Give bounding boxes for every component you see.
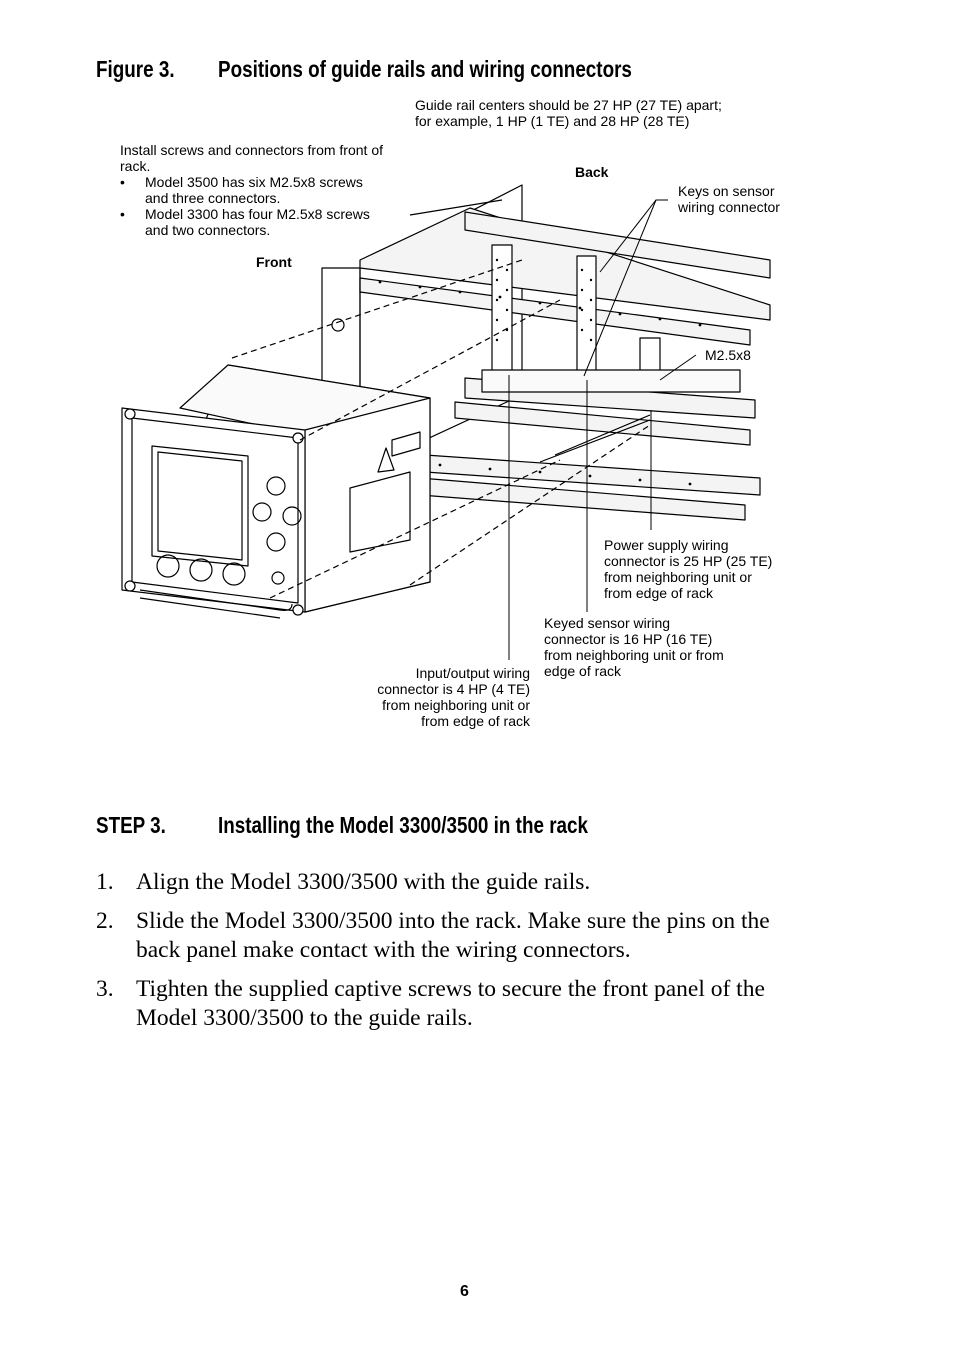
guide-rail-callout (415, 97, 722, 129)
front-label: Front (256, 254, 292, 270)
screw-callout: M2.5x8 (705, 347, 751, 363)
figure-label: Figure 3. (96, 56, 175, 82)
instruction-number: 2. (96, 908, 114, 934)
power-connector-callout (604, 537, 772, 601)
figure-title: Positions of guide rails and wiring connectors (218, 56, 632, 82)
keyed-line-4: edge of rack (544, 663, 622, 679)
power-line-4: from edge of rack (604, 585, 713, 601)
step-label: STEP 3. (96, 812, 166, 838)
io-connector-callout (330, 665, 530, 729)
instruction-line: Slide the Model 3300/3500 into the rack. Make sure the pins on the (136, 908, 770, 934)
step-title: Installing the Model 3300/3500 in the rack (218, 812, 588, 838)
io-line-3: from neighboring unit or (382, 697, 530, 713)
io-line-1: Input/output wiring (415, 665, 530, 681)
guide-rail-line-2: for example, 1 HP (1 TE) and 28 HP (28 TE) (415, 113, 690, 129)
bullet-symbol: • (120, 174, 125, 190)
power-line-3: from neighboring unit or (604, 569, 752, 585)
instruction-item (96, 868, 856, 897)
keyed-line-3: from neighboring unit or from (544, 647, 724, 663)
instruction-number: 3. (96, 976, 114, 1002)
install-bullet-3500 (120, 174, 383, 206)
instruction-line: Align the Model 3300/3500 with the guide rails. (136, 869, 591, 895)
install-callout (120, 142, 383, 238)
keys-line-1: Keys on sensor (678, 183, 775, 199)
page-number: 6 (460, 1283, 469, 1300)
instruction-line: Model 3300/3500 to the guide rails. (136, 1005, 473, 1031)
install-intro-line-2: rack. (120, 158, 151, 174)
bullet-3500-line-1: Model 3500 has six M2.5x8 screws (145, 174, 363, 190)
keyed-connector-callout (544, 615, 724, 679)
power-line-2: connector is 25 HP (25 TE) (604, 553, 773, 569)
back-label: Back (575, 164, 609, 180)
instruction-item (96, 907, 856, 965)
keyed-line-2: connector is 16 HP (16 TE) (544, 631, 713, 647)
bullet-symbol: • (120, 206, 125, 222)
instruction-item (96, 975, 856, 1033)
bullet-3300-line-2: and two connectors. (145, 222, 271, 238)
power-line-1: Power supply wiring (604, 537, 729, 553)
step-instruction-list (96, 868, 856, 1043)
io-line-2: connector is 4 HP (4 TE) (377, 681, 530, 697)
install-intro-line-1: Install screws and connectors from front of (120, 142, 383, 158)
io-line-4: from edge of rack (421, 713, 530, 729)
instruction-number: 1. (96, 869, 114, 895)
bullet-3500-line-2: and three connectors. (145, 190, 281, 206)
bullet-3300-line-1: Model 3300 has four M2.5x8 screws (145, 206, 370, 222)
keyed-line-1: Keyed sensor wiring (544, 615, 671, 631)
instruction-line: back panel make contact with the wiring connectors. (136, 937, 631, 963)
instruction-line: Tighten the supplied captive screws to secure the front panel of the (136, 976, 765, 1002)
install-bullet-list (120, 174, 383, 238)
keys-line-2: wiring connector (678, 199, 780, 215)
install-bullet-3300 (120, 206, 383, 238)
keys-callout (678, 183, 780, 215)
guide-rail-line-1: Guide rail centers should be 27 HP (27 TE) apart; (415, 97, 722, 113)
